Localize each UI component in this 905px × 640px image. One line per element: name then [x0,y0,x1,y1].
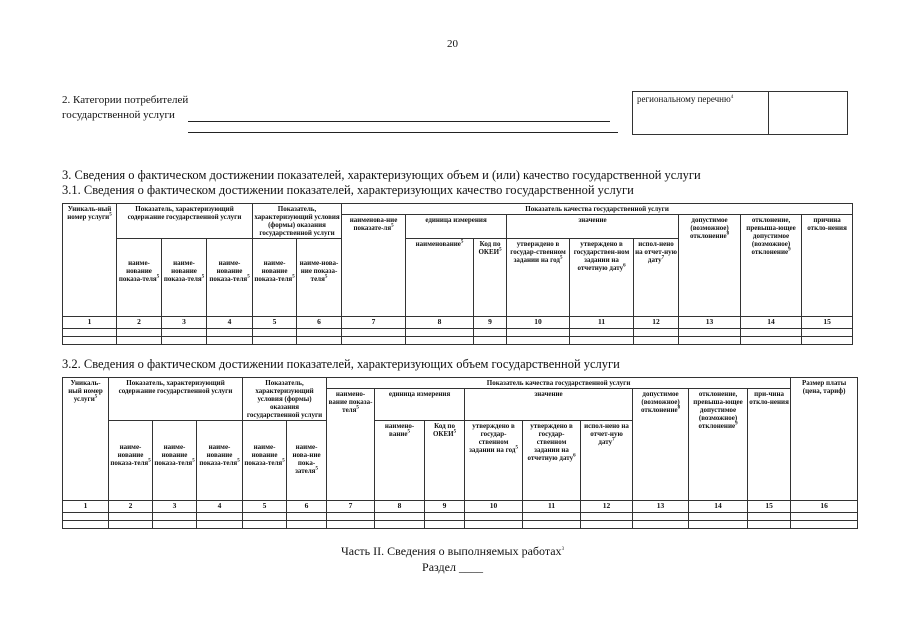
t1-h-ind-name-3: наиме-нование показа-теля$^5$ [207,239,253,317]
section31-heading: 3.1. Сведения о фактическом достижении показателей, характеризующих качество государственной услуги [62,183,634,197]
t2-col-number: 15 [748,501,791,513]
categories-underline-2 [188,132,618,133]
t1-col-number: 13 [679,317,741,329]
t2-col-number: 16 [791,501,858,513]
t1-col-number: 12 [634,317,679,329]
t1-h-approved-year: утверждено в государ-ственном задании на год$^5$ [507,239,570,317]
t2-empty-row [63,520,858,528]
t1-empty-row [63,328,853,336]
t1-h-ind-name-2: наиме-нование показа-теля$^5$ [162,239,207,317]
t1-col-number: 4 [207,317,253,329]
t1-h-exceeding: отклонение, превыша-ющее допустимое (возможное) отклонение$^9$ [741,215,802,317]
quality-indicators-table [62,203,853,345]
t2-h-fee: Размер платы (цена, тариф) [791,378,858,501]
t2-h-unit: единица измерения [375,389,465,421]
t2-h-ind-name-1: наиме-нование показа-теля$^5$ [109,421,153,501]
categories-label-line1: 2. Категории потребителей [62,94,189,106]
t1-col-number: 10 [507,317,570,329]
t2-empty-row [63,512,858,520]
t2-col-number: 11 [523,501,581,513]
t2-col-number: 9 [425,501,465,513]
t1-col-number: 15 [802,317,853,329]
t1-h-name: наименова-ние показате-$ля^5$ [342,215,406,317]
t2-col-number: 5 [243,501,287,513]
t1-h-content: Показатель, характеризующий содержание государственной услуги [117,204,253,239]
categories-label-line2: государственной услуги [62,109,175,121]
t2-col-number: 7 [327,501,375,513]
t1-col-number: 2 [117,317,162,329]
t1-h-conditions: Показатель, характеризующий условия (формы) оказания государственной услуги [254,205,340,238]
t2-h-conditions: Показатель, характеризующий условия (формы) оказания государственной услуги [243,378,327,421]
regional-list-divider [768,92,769,134]
t1-col-number: 14 [741,317,802,329]
volume-indicators-table [62,377,858,529]
t1-col-number: 9 [474,317,507,329]
t1-h-unit: единица измерения [406,215,507,239]
t2-h-value: значение [465,389,633,421]
t1-h-ind-name-1: наиме-нование показа-теля$^5$ [117,239,162,317]
t1-h-value: значение [507,215,679,239]
t1-h-quality: Показатель качества государственной услуги [342,204,853,215]
t1-empty-row [63,336,853,344]
t1-h-executed: испол-нено на отчет-ную дату$^7$ [634,239,679,317]
t2-h-okei: Код по ОКЕИ$^5$ [425,421,465,501]
t1-col-number: 8 [406,317,474,329]
t2-col-number: 2 [109,501,153,513]
t2-h-allowed: допустимое (возможное) отклонение$^8$ [633,389,689,501]
regional-list-label: региональному перечню$^4$ [637,94,734,104]
t2-h-executed: испол-нено на отчет-ную дату$^7$ [581,421,633,501]
t2-h-content: Показатель, характеризующий содержание государственной услуги [109,378,243,421]
section32-heading: 3.2. Сведения о фактическом достижении показателей, характеризующих объем государственной услуги [62,357,620,371]
t1-h-reason: причина откло-нения [802,215,853,317]
t1-col-number: 1 [63,317,117,329]
t1-h-ind-name-4: наиме-нование показа-теля$^5$ [253,239,297,317]
t2-col-number: 1 [63,501,109,513]
categories-underline-1 [188,121,610,122]
t2-col-number: 13 [633,501,689,513]
t2-col-number: 8 [375,501,425,513]
t2-h-unique: Уникаль-ный номер услуги$^5$ [63,378,109,501]
t2-col-number: 14 [689,501,748,513]
t2-h-quality: Показатель качества государственной услуги [327,378,791,389]
t2-h-ind-name-3: наиме-нование показа-теля$^5$ [197,421,243,501]
t2-col-number: 3 [153,501,197,513]
t2-h-approved-date: утверждено в государ-ственном задании на отчетную дату$^6$ [523,421,581,501]
t1-h-ind-name-5: наиме-нова-ние показа-теля$^5$ [297,239,342,317]
t2-col-number: 4 [197,501,243,513]
t1-col-number: 11 [570,317,634,329]
page-number: 20 [447,38,458,50]
t2-h-ind-name-4: наиме-нование показа-теля$^5$ [243,421,287,501]
section-label: Раздел ____ [422,560,483,574]
t1-h-okei: Код по ОКЕИ$^5$ [474,239,507,317]
t2-h-ind-name-5: наиме-нова-ние пока-зателя$^5$ [287,421,327,501]
t1-h-approved-date: утверждено в государствен-ном задании на отчетную дату$^6$ [570,239,634,317]
t1-col-number: 6 [297,317,342,329]
t1-h-unit-name: наименование$^5$ [406,239,474,317]
t2-col-number: 10 [465,501,523,513]
t2-h-reason: при-чина откло-нения [748,389,791,501]
t2-col-number: 6 [287,501,327,513]
section3-heading: 3. Сведения о фактическом достижении показателей, характеризующих объем и (или) качество государственной услуги [62,168,701,182]
t1-col-number: 7 [342,317,406,329]
t2-h-ind-name-2: наиме-нование показа-теля$^5$ [153,421,197,501]
t1-col-number: 5 [253,317,297,329]
t2-h-unit-name: наимено-вание$^5$ [375,421,425,501]
t1-col-number: 3 [162,317,207,329]
regional-list-box [632,91,848,135]
t2-col-number: 12 [581,501,633,513]
t1-h-unique: Уникаль-ный номер услуги$^5$ [63,204,117,317]
t1-h-allowed: допустимое (возможное) отклонение$^8$ [679,215,741,317]
part2-title: Часть II. Сведения о выполняемых работах$^3$ [340,544,565,558]
t2-h-name: наимено-вание показа-теля$^5$ [327,389,375,501]
t2-h-exceeding: отклонение, превыша-ющее допустимое (возможное) отклонение$^9$ [689,389,748,501]
t2-h-approved-year: утверждено в государ-ственном задании на год$^5$ [465,421,523,501]
